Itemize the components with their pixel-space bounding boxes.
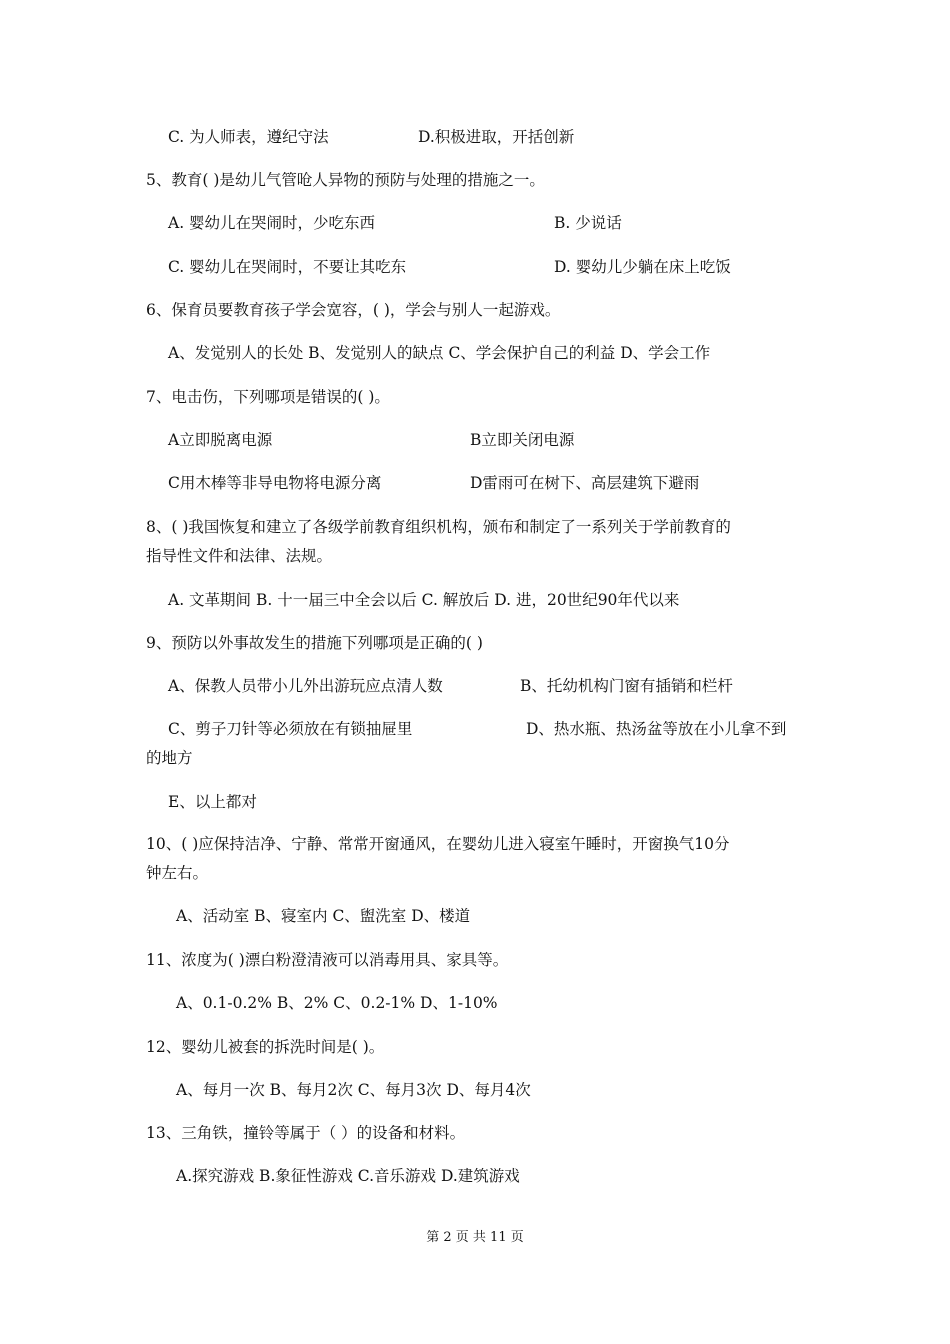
- q9-question: 9、预防以外事故发生的措施下列哪项是正确的( ): [146, 634, 483, 652]
- q9-option-a: A、保教人员带小儿外出游玩应点清人数: [168, 677, 443, 695]
- q9-option-c: C、剪子刀针等必须放在有锁抽屉里: [168, 720, 413, 738]
- q12-options: A、每月一次 B、每月2次 C、每月3次 D、每月4次: [176, 1081, 531, 1099]
- q9-option-b: B、托幼机构门窗有插销和栏杆: [520, 677, 733, 695]
- q9-option-d-continued: 的地方: [146, 749, 193, 767]
- q8-question-line2: 指导性文件和法律、法规。: [146, 547, 333, 565]
- q13-question: 13、三角铁，撞铃等属于（ ）的设备和材料。: [146, 1124, 466, 1142]
- q11-question: 11、浓度为( )漂白粉澄清液可以消毒用具、家具等。: [146, 951, 509, 969]
- q7-option-a: A立即脱离电源: [168, 431, 273, 449]
- q7-question: 7、电击伤，下列哪项是错误的( )。: [146, 388, 390, 406]
- q8-question-line1: 8、( )我国恢复和建立了各级学前教育组织机构，颁布和制定了一系列关于学前教育的: [146, 518, 731, 536]
- q5-option-d: D. 婴幼儿少躺在床上吃饭: [554, 258, 731, 276]
- q5-option-b: B. 少说话: [554, 214, 622, 232]
- q12-question: 12、婴幼儿被套的拆洗时间是( )。: [146, 1038, 385, 1056]
- q4-option-c: C. 为人师表，遵纪守法: [168, 128, 329, 146]
- q7-option-c: C用木棒等非导电物将电源分离: [168, 474, 382, 492]
- q8-options: A. 文革期间 B. 十一届三中全会以后 C. 解放后 D. 进，20世纪90年代以来: [168, 591, 680, 609]
- q5-option-a: A. 婴幼儿在哭闹时，少吃东西: [168, 214, 376, 232]
- q5-question: 5、教育( )是幼儿气管呛人异物的预防与处理的措施之一。: [146, 171, 545, 189]
- q6-options: A、发觉别人的长处 B、发觉别人的缺点 C、学会保护自己的利益 D、学会工作: [168, 344, 711, 362]
- q10-question-line1: 10、( )应保持洁净、宁静、常常开窗通风，在婴幼儿进入寝室午睡时，开窗换气10分: [146, 835, 730, 853]
- q6-question: 6、保育员要教育孩子学会宽容，( )，学会与别人一起游戏。: [146, 301, 561, 319]
- q4-option-d: D.积极进取，开括创新: [418, 128, 575, 146]
- q13-options: A.探究游戏 B.象征性游戏 C.音乐游戏 D.建筑游戏: [176, 1167, 520, 1185]
- q11-options: A、0.1-0.2% B、2% C、0.2-1% D、1-10%: [176, 994, 498, 1012]
- q10-question-line2: 钟左右。: [146, 864, 209, 882]
- q5-option-c: C. 婴幼儿在哭闹时，不要让其吃东: [168, 258, 407, 276]
- q9-option-e: E、以上都对: [168, 793, 257, 811]
- q10-options: A、活动室 B、寝室内 C、盥洗室 D、楼道: [176, 907, 471, 925]
- page-footer: 第 2 页 共 11 页: [426, 1230, 524, 1245]
- q9-option-d: D、热水瓶、热汤盆等放在小儿拿不到: [526, 720, 787, 738]
- q7-option-b: B立即关闭电源: [470, 431, 575, 449]
- q7-option-d: D雷雨可在树下、高层建筑下避雨: [470, 474, 700, 492]
